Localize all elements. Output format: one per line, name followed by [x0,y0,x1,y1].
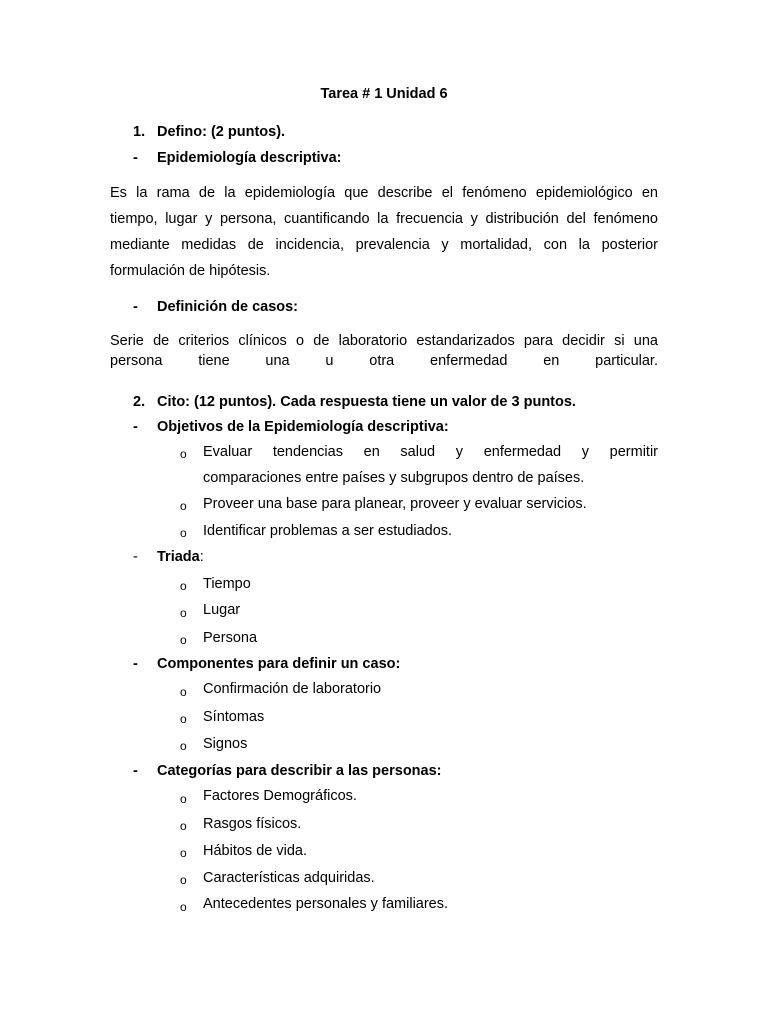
question-2-number: 2. [133,394,146,410]
bullet-marker: o [180,499,187,513]
categoria-item: Factores Demográficos. [203,788,357,804]
bullet-marker: o [180,606,187,620]
bullet-marker: o [180,846,187,860]
dash-categorias: - [133,763,138,779]
objetivo-1-line-1: Evaluar tendencias en salud y enfermedad y permitir [203,444,658,460]
bullet-marker: o [180,792,187,806]
paragraph-line: Es la rama de la epidemiología que describe el fenómeno epidemiológico en [110,185,658,201]
paragraph-line: mediante medidas de incidencia, prevalencia y mortalidad, con la posterior [110,237,658,253]
dash-epidemiologia: - [133,150,138,166]
paragraph-line: Serie de criterios clínicos o de laboratorio estandarizados para decidir si una [110,333,658,349]
objetivo-3: Identificar problemas a ser estudiados. [203,523,453,539]
heading-componentes: Componentes para definir un caso: [157,656,401,672]
paragraph-epidemiologia-descriptiva [110,180,658,284]
triada-item: Lugar [203,602,241,618]
bullet-marker: o [180,819,187,833]
categoria-item: Características adquiridas. [203,870,375,886]
question-1-heading: Defino: (2 puntos). [157,124,286,140]
document-title: Tarea # 1 Unidad 6 [320,86,448,102]
dash-componentes: - [133,656,138,672]
bullet-marker: o [180,633,187,647]
question-2-heading: Cito: (12 puntos). Cada respuesta tiene un valor de 3 puntos. [157,394,576,410]
triada-item: Persona [203,630,258,646]
triada-colon: : [199,549,204,565]
paragraph-line: tiempo, lugar y persona, cuantificando la frecuencia y distribución del fenómeno [110,211,658,227]
dash-objetivos: - [133,419,138,435]
bullet-marker: o [180,579,187,593]
dash-triada: - [133,549,138,565]
triada-label: Triada [157,549,200,565]
heading-objetivos: Objetivos de la Epidemiología descriptiva: [157,419,449,435]
heading-epidemiologia-descriptiva: Epidemiología descriptiva: [157,150,342,166]
componente-item: Confirmación de laboratorio [203,681,382,697]
triada-item: Tiempo [203,576,251,592]
bullet-marker: o [180,685,187,699]
bullet-marker: o [180,712,187,726]
dash-definicion-casos: - [133,299,138,315]
heading-categorias: Categorías para describir a las personas: [157,763,442,779]
bullet-marker: o [180,739,187,753]
heading-definicion-casos: Definición de casos: [157,299,299,315]
bullet-marker: o [180,447,187,461]
bullet-marker: o [180,873,187,887]
categoria-item: Rasgos físicos. [203,816,302,832]
categoria-item: Hábitos de vida. [203,843,307,859]
paragraph-definicion-casos [110,331,658,371]
paragraph-line: persona tiene una u otra enfermedad en particular. [110,353,658,369]
bullet-marker: o [180,526,187,540]
componente-item: Signos [203,736,248,752]
heading-triada [157,549,204,565]
objetivo-1-line-2: comparaciones entre países y subgrupos dentro de países. [203,470,585,486]
objetivo-2: Proveer una base para planear, proveer y evaluar servicios. [203,496,587,512]
componente-item: Síntomas [203,709,265,725]
bullet-marker: o [180,900,187,914]
paragraph-line: formulación de hipótesis. [110,263,271,279]
question-1-number: 1. [133,124,146,140]
categoria-item: Antecedentes personales y familiares. [203,896,449,912]
